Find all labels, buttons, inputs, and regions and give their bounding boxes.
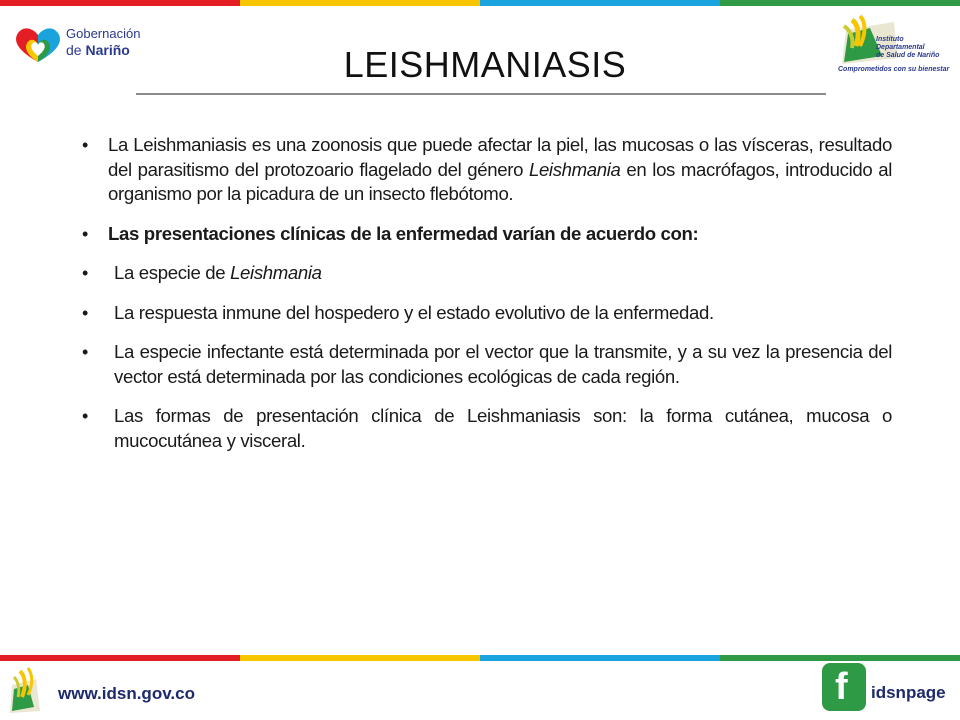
stripe-red <box>0 655 240 661</box>
bullet-icon: • <box>82 223 88 244</box>
list-item <box>80 222 892 247</box>
instituto-slogan: Comprometidos con su bienestar <box>838 66 950 73</box>
facebook-f-glyph: f <box>835 666 848 708</box>
list-item <box>80 301 892 326</box>
list-item-text: Las presentaciones clínicas de la enfermedad varían de acuerdo con: <box>108 222 699 244</box>
stripe-red <box>0 0 240 6</box>
list-item-text: La respuesta inmune del hospedero y el estado evolutivo de la enfermedad. <box>114 301 714 323</box>
italic-genus: Leishmania <box>528 158 621 180</box>
text-run: La especie de <box>114 262 231 283</box>
gobernacion-narino: Nariño <box>85 42 130 58</box>
list-item-text: Las formas de presentación clínica de Leishmaniasis son: la forma cutánea, mucosa o mucocutánea y visceral. <box>114 405 892 451</box>
website-link[interactable]: www.idsn.gov.co <box>58 684 195 703</box>
page-title: LEISHMANIASIS <box>343 44 627 85</box>
list-item-text <box>114 261 892 286</box>
list-item <box>80 340 892 389</box>
list-item <box>80 404 892 453</box>
italic-genus: Leishmania <box>230 262 322 283</box>
bullet-icon: • <box>82 263 88 283</box>
gobernacion-line1: Gobernación <box>66 26 141 41</box>
instituto-line-2: Departamental <box>876 44 925 51</box>
bullet-icon: • <box>82 302 88 323</box>
footer-instituto-logo <box>6 665 54 717</box>
gobernacion-de: de <box>66 42 86 58</box>
bullet-icon: • <box>82 135 88 155</box>
instituto-line-1: Instituto <box>876 36 904 43</box>
bullet-icon: • <box>82 406 88 426</box>
bottom-color-stripe <box>0 655 960 661</box>
list-item-text <box>108 133 892 207</box>
facebook-handle-link[interactable]: idsnpage <box>871 683 946 702</box>
stripe-yellow <box>240 655 480 661</box>
text-run: La Leishmaniasis es una zoonosis que puede afectar la piel, las mucosas o las vísceras, resultado del parasitismo del protozoario flagelado del género <box>108 134 892 180</box>
stripe-blue <box>480 655 720 661</box>
stripe-green <box>720 655 960 661</box>
stripe-blue <box>480 0 720 6</box>
bullet-list <box>80 133 892 468</box>
instituto-line-3: de Salud de Nariño <box>876 52 940 59</box>
top-color-stripe <box>0 0 960 6</box>
stripe-green <box>720 0 960 6</box>
list-item-text: La especie infectante está determinada por el vector que la transmite, y a su vez la presencia del vector está determinada por las condiciones ecológicas de cada región. <box>114 341 892 387</box>
list-item <box>80 261 892 286</box>
list-item <box>80 133 892 207</box>
stripe-yellow <box>240 0 480 6</box>
text-run: en los macrófagos, introducido al organismo por la picadura de un insecto flebótomo. <box>108 158 892 204</box>
bullet-icon: • <box>82 342 88 362</box>
title-underline <box>136 93 826 95</box>
facebook-icon[interactable] <box>822 663 866 711</box>
